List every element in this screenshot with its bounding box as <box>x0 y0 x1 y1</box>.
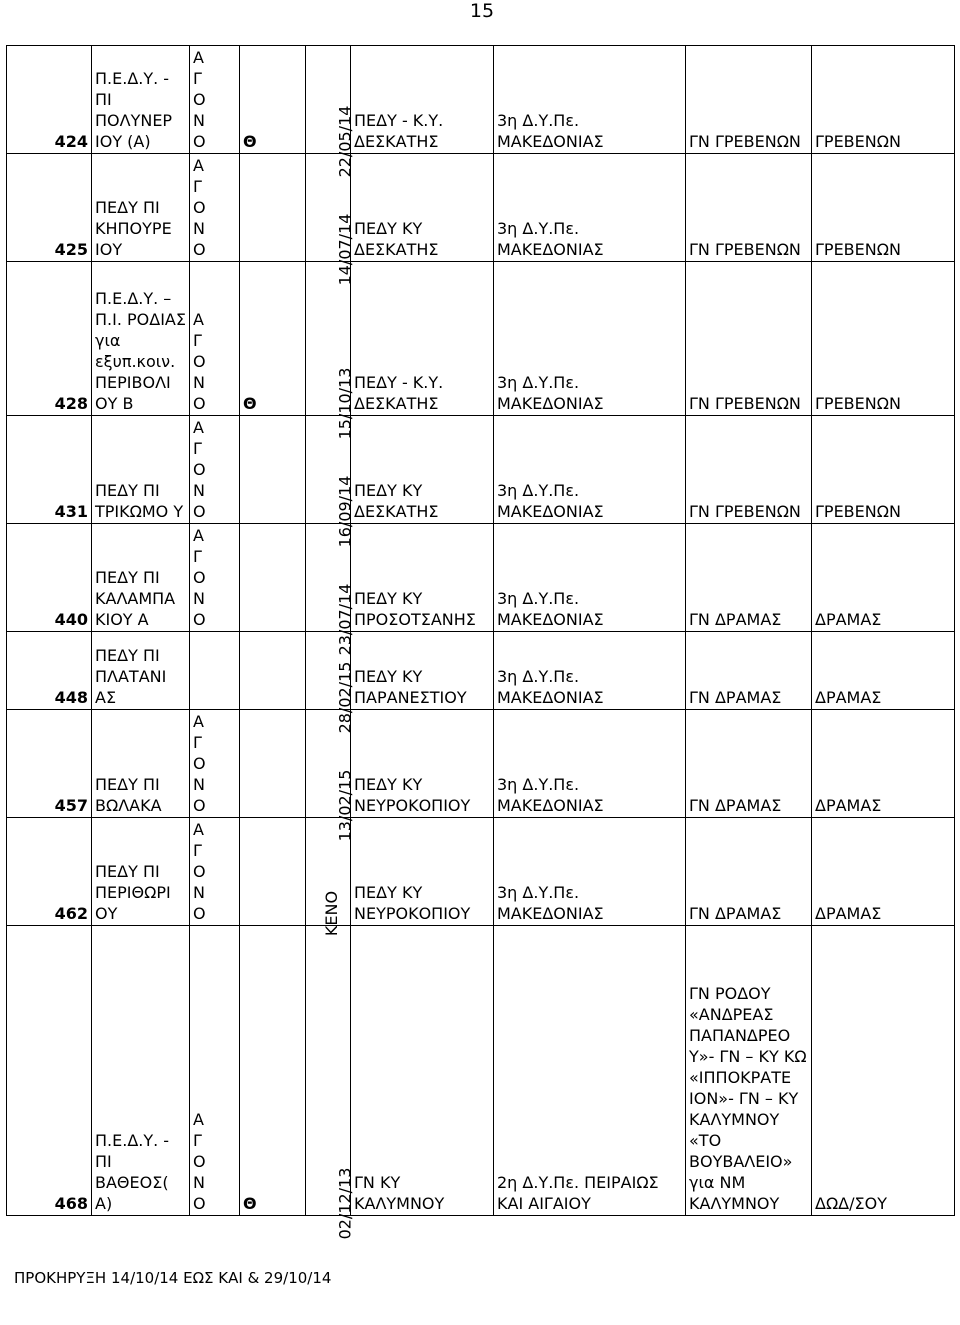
unit-name: ΠΕΔΥ ΠΙ ΠΛΑΤΑΝΙ ΑΣ <box>92 632 190 710</box>
table-row <box>7 710 955 818</box>
hospital: ΓΝ ΔΡΑΜΑΣ <box>686 632 812 710</box>
health-region: 3η Δ.Υ.Πε. ΜΑΚΕΔΟΝΙΑΣ <box>494 632 686 710</box>
ago-code: Α Γ Ο Ν Ο <box>190 46 240 154</box>
health-region: 3η Δ.Υ.Πε. ΜΑΚΕΔΟΝΙΑΣ <box>494 416 686 524</box>
health-unit: ΠΕΔΥ ΚΥ ΔΕΣΚΑΤΗΣ <box>351 416 494 524</box>
hospital: ΓΝ ΔΡΑΜΑΣ <box>686 710 812 818</box>
row-number: 428 <box>7 262 92 416</box>
prefecture: ΔΡΑΜΑΣ <box>812 632 955 710</box>
health-unit: ΠΕΔΥ - Κ.Υ. ΔΕΣΚΑΤΗΣ <box>351 46 494 154</box>
ago-code: Α Γ Ο Ν Ο <box>190 262 240 416</box>
health-unit: ΠΕΔΥ ΚΥ ΔΕΣΚΑΤΗΣ <box>351 154 494 262</box>
health-region: 3η Δ.Υ.Πε. ΜΑΚΕΔΟΝΙΑΣ <box>494 710 686 818</box>
hospital: ΓΝ ΔΡΑΜΑΣ <box>686 524 812 632</box>
table-row <box>7 154 955 262</box>
date-text: 28/02/15 <box>335 661 355 734</box>
date-text: 16/09/14 <box>335 475 355 548</box>
table-row <box>7 262 955 416</box>
unit-name: ΠΕΔΥ ΠΙ ΒΩΛΑΚΑ <box>92 710 190 818</box>
health-unit: ΠΕΔΥ ΚΥ ΝΕΥΡΟΚΟΠΙΟΥ <box>351 818 494 926</box>
row-number: 457 <box>7 710 92 818</box>
hospital: ΓΝ ΓΡΕΒΕΝΩΝ <box>686 416 812 524</box>
row-number: 448 <box>7 632 92 710</box>
th-code <box>240 154 306 262</box>
table-row <box>7 926 955 1216</box>
th-code <box>240 524 306 632</box>
ago-code <box>190 632 240 710</box>
prefecture: ΔΡΑΜΑΣ <box>812 710 955 818</box>
row-number: 462 <box>7 818 92 926</box>
unit-name: ΠΕΔΥ ΠΙ ΠΕΡΙΘΩΡΙ ΟΥ <box>92 818 190 926</box>
table-row <box>7 416 955 524</box>
row-number: 431 <box>7 416 92 524</box>
th-code: Θ <box>240 926 306 1216</box>
ago-code: Α Γ Ο Ν Ο <box>190 154 240 262</box>
hospital: ΓΝ ΓΡΕΒΕΝΩΝ <box>686 262 812 416</box>
th-code <box>240 818 306 926</box>
table-row <box>7 524 955 632</box>
unit-name: ΠΕΔΥ ΠΙ ΚΗΠΟΥΡΕ ΙΟΥ <box>92 154 190 262</box>
th-code: Θ <box>240 46 306 154</box>
positions-table <box>6 45 955 1240</box>
prefecture: ΓΡΕΒΕΝΩΝ <box>812 46 955 154</box>
date-text: ΚΕΝΟ <box>322 890 342 937</box>
row-number: 424 <box>7 46 92 154</box>
health-unit: ΠΕΔΥ ΚΥ ΝΕΥΡΟΚΟΠΙΟΥ <box>351 710 494 818</box>
health-unit: ΓΝ ΚΥ ΚΑΛΥΜΝΟΥ <box>351 926 494 1216</box>
health-region: 3η Δ.Υ.Πε. ΜΑΚΕΔΟΝΙΑΣ <box>494 46 686 154</box>
health-region: 3η Δ.Υ.Πε. ΜΑΚΕΔΟΝΙΑΣ <box>494 524 686 632</box>
date-text: 22/05/14 <box>335 105 355 178</box>
health-region: 3η Δ.Υ.Πε. ΜΑΚΕΔΟΝΙΑΣ <box>494 818 686 926</box>
unit-name: Π.Ε.Δ.Υ. – Π.Ι. ΡΟΔΙΑΣ για εξυπ.κοιν. ΠΕΡΙΒΟΛΙ ΟΥ Β <box>92 262 190 416</box>
health-unit: ΠΕΔΥ ΚΥ ΠΡΟΣΟΤΣΑΝΗΣ <box>351 524 494 632</box>
date-cell <box>306 46 355 178</box>
date-text: 02/12/13 <box>335 1167 355 1240</box>
hospital: ΓΝ ΓΡΕΒΕΝΩΝ <box>686 46 812 154</box>
prefecture: ΓΡΕΒΕΝΩΝ <box>812 154 955 262</box>
table-row <box>7 46 955 154</box>
ago-code: Α Γ Ο Ν Ο <box>190 416 240 524</box>
row-number: 468 <box>7 926 92 1216</box>
date-text: 13/02/15 <box>335 769 355 842</box>
health-region: 2η Δ.Υ.Πε. ΠΕΙΡΑΙΩΣ ΚΑΙ ΑΙΓΑΙΟΥ <box>494 926 686 1216</box>
row-number: 440 <box>7 524 92 632</box>
unit-name: Π.Ε.Δ.Υ. - ΠΙ ΒΑΘΕΟΣ( Α) <box>92 926 190 1216</box>
health-unit: ΠΕΔΥ ΚΥ ΠΑΡΑΝΕΣΤΙΟΥ <box>351 632 494 710</box>
prefecture: ΔΩΔ/ΣΟΥ <box>812 926 955 1216</box>
table-row <box>7 818 955 926</box>
health-region: 3η Δ.Υ.Πε. ΜΑΚΕΔΟΝΙΑΣ <box>494 262 686 416</box>
table-row <box>7 632 955 710</box>
th-code <box>240 710 306 818</box>
prefecture: ΓΡΕΒΕΝΩΝ <box>812 416 955 524</box>
ago-code: Α Γ Ο Ν Ο <box>190 818 240 926</box>
unit-name: ΠΕΔΥ ΠΙ ΤΡΙΚΩΜΟ Υ <box>92 416 190 524</box>
th-code: Θ <box>240 262 306 416</box>
date-text: 14/07/14 <box>335 213 355 286</box>
unit-name: Π.Ε.Δ.Υ. - ΠΙ ΠΟΛΥΝΕΡ ΙΟΥ (Α) <box>92 46 190 154</box>
hospital: ΓΝ ΡΟΔΟΥ «ΑΝΔΡΕΑΣ ΠΑΠΑΝΔΡΕΟ Υ»- ΓΝ – ΚΥ ΚΩ «ΙΠΠΟΚΡΑΤΕ ΙΟΝ»- ΓΝ – ΚΥ ΚΑΛΥΜΝΟΥ «ΤΟ ΒΟΥΒΑΛΕΙΟ» για ΝΜ ΚΑΛΥΜΝΟΥ <box>686 926 812 1216</box>
footer-note: ΠΡΟΚΗΡΥΞΗ 14/10/14 ΕΩΣ ΚΑΙ & 29/10/14 <box>14 1269 332 1287</box>
th-code <box>240 416 306 524</box>
th-code <box>240 632 306 710</box>
health-unit: ΠΕΔΥ - Κ.Υ. ΔΕΣΚΑΤΗΣ <box>351 262 494 416</box>
date-cell <box>306 926 355 1240</box>
date-text: 23/07/14 <box>335 583 355 656</box>
hospital: ΓΝ ΓΡΕΒΕΝΩΝ <box>686 154 812 262</box>
prefecture: ΓΡΕΒΕΝΩΝ <box>812 262 955 416</box>
ago-code: Α Γ Ο Ν Ο <box>190 926 240 1216</box>
prefecture: ΔΡΑΜΑΣ <box>812 524 955 632</box>
health-region: 3η Δ.Υ.Πε. ΜΑΚΕΔΟΝΙΑΣ <box>494 154 686 262</box>
prefecture: ΔΡΑΜΑΣ <box>812 818 955 926</box>
hospital: ΓΝ ΔΡΑΜΑΣ <box>686 818 812 926</box>
date-text: 15/10/13 <box>335 367 355 440</box>
page-number: 15 <box>469 0 495 22</box>
ago-code: Α Γ Ο Ν Ο <box>190 710 240 818</box>
row-number: 425 <box>7 154 92 262</box>
unit-name: ΠΕΔΥ ΠΙ ΚΑΛΑΜΠΑ ΚΙΟΥ Α <box>92 524 190 632</box>
ago-code: Α Γ Ο Ν Ο <box>190 524 240 632</box>
